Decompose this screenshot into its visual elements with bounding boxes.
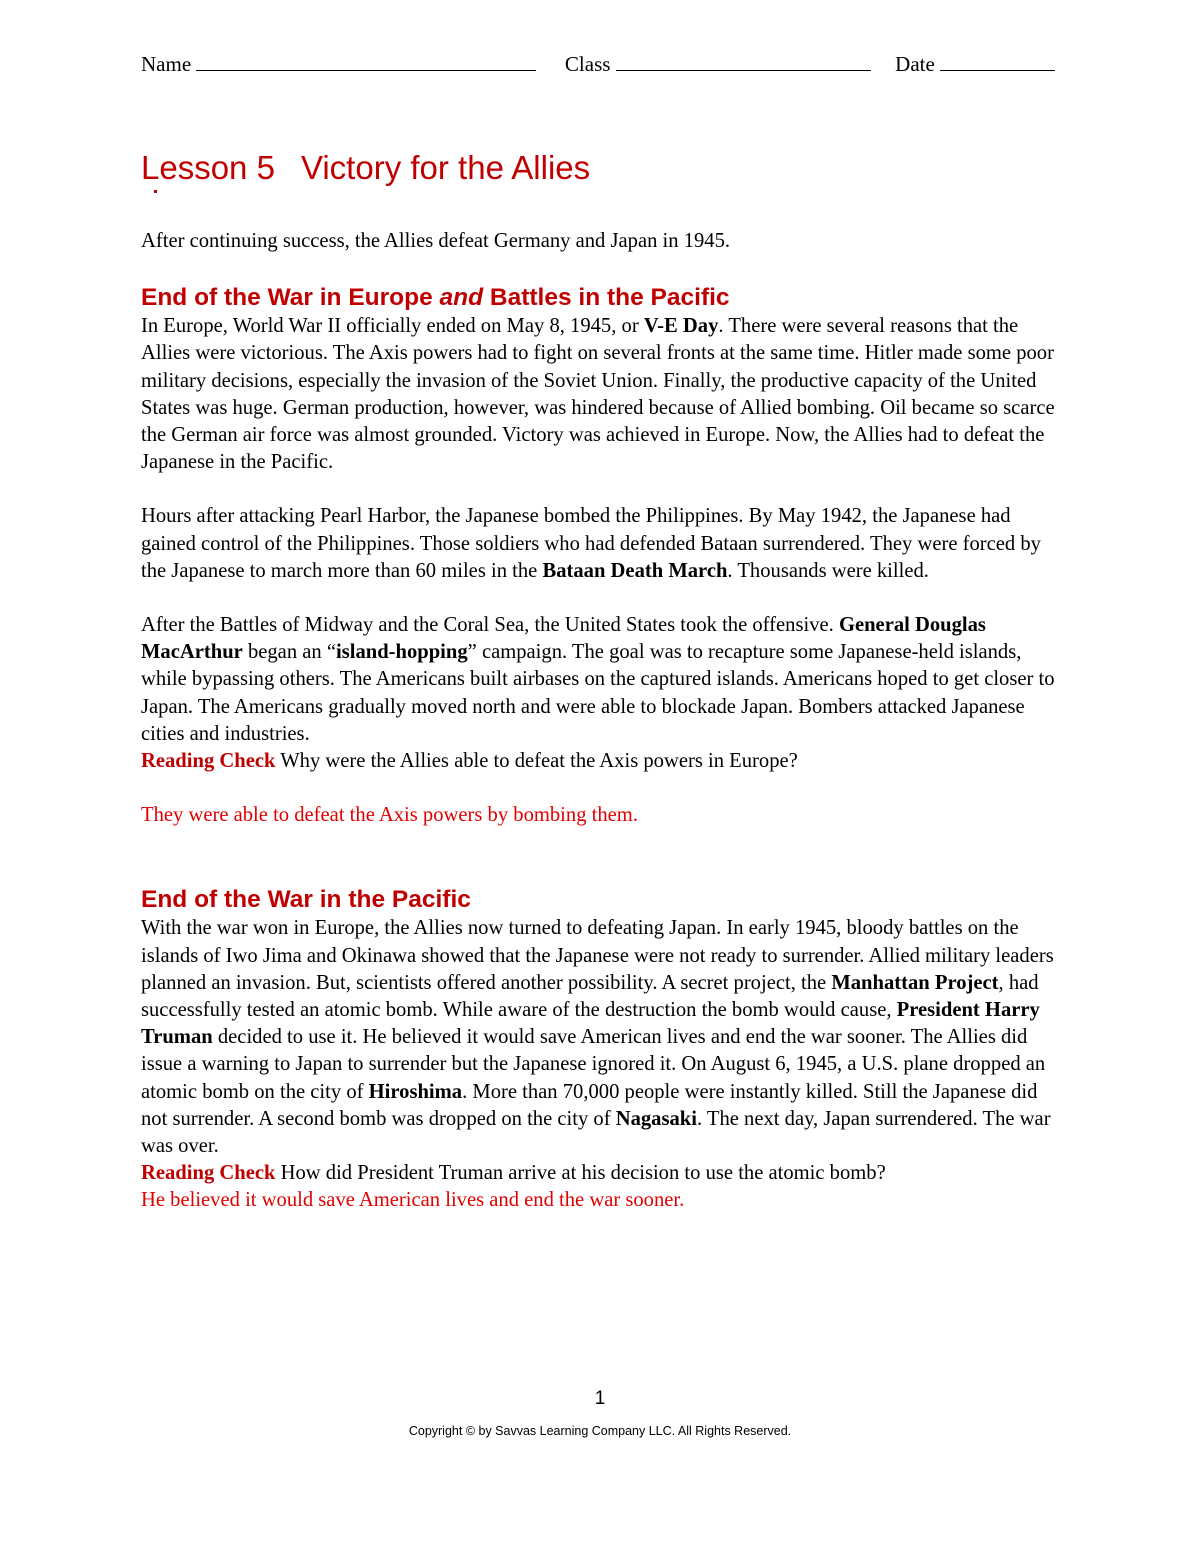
text-run: . More than 70,000 people were instantly killed. Still the Japanese did not surrender. A second bomb was dropped on the city of	[141, 1080, 1038, 1130]
reading-check-label: Reading Check	[141, 1162, 276, 1185]
page-number: 1	[594, 1388, 606, 1409]
section1-paragraph-2	[141, 503, 1066, 585]
term-manhattan-project: Manhattan Project	[831, 971, 999, 994]
lesson-title	[141, 146, 590, 190]
text-run: After the Battles of Midway and the Coral Sea, the United States took the offensive.	[141, 614, 839, 637]
term-hiroshima: Hiroshima	[368, 1080, 463, 1103]
reading-check-2	[141, 1160, 1066, 1187]
text-run: . The next day, Japan surrendered. The war was over.	[141, 1107, 1051, 1158]
header-fields	[141, 50, 1060, 78]
section1-paragraph-1	[141, 313, 1066, 476]
answer-1: They were able to defeat the Axis powers by bombing them.	[141, 804, 638, 827]
lesson-name: Victory for the Allies	[300, 149, 591, 186]
reading-check-question: Why were the Allies able to defeat the Axis powers in Europe?	[275, 750, 798, 773]
term-nagasaki: Nagasaki	[615, 1107, 697, 1130]
term-bataan-death-march: Bataan Death March	[542, 559, 728, 582]
section1-heading-part: End of the War in Europe	[141, 284, 440, 312]
text-run: With the war won in Europe, the Allies now turned to defeating Japan. In early 1945, bloody battles on the islands of Iwo Jima and Okinawa showed that the Japanese were not ready to surrender. Allied military leaders planned an invasion. But, scientists offered another possibility. A secret project, the	[141, 917, 1054, 994]
text-run: . There were several reasons that the Allies were victorious. The Axis powers had to fight on several fronts at the same time. Hitler made some poor military decisions, especially the invasion of the Soviet Union. Finally, the productive capacity of the United States was huge. German production, however, was hindered because of Allied bombing. Oil became so scarce the German air force was almost grounded. Victory was achieved in Europe. Now, the Allies had to defeat the Japanese in the Pacific.	[141, 315, 1055, 474]
intro-text: After continuing success, the Allies defeat Germany and Japan in 1945.	[141, 230, 731, 252]
term-truman: President Harry Truman	[141, 999, 1040, 1049]
text-run: decided to use it. He believed it would save American lives and end the war sooner. The Allies did issue a warning to Japan to surrender but the Japanese ignored it. On August 6, 1945, a U.S. plane dropped an atomic bomb on the city of	[141, 1026, 1046, 1103]
title-marker	[154, 190, 157, 193]
class-label: Class	[564, 52, 611, 76]
section1-heading	[141, 283, 1066, 313]
text-run: , had successfully tested an atomic bomb. While aware of the destruction the bomb would cause,	[141, 971, 1039, 1022]
reading-check-label: Reading Check	[141, 750, 276, 773]
date-label: Date	[895, 52, 935, 76]
section1-paragraph-3	[141, 612, 1066, 748]
text-run: Hours after attacking Pearl Harbor, the Japanese bombed the Philippines. By May 1942, the Japanese had gained control of the Philippines. Those soldiers who had defended Bataan surrendered. They were forced by the Japanese to march more than 60 miles in the	[141, 505, 1041, 582]
class-blank	[616, 50, 871, 71]
reading-check-question: How did President Truman arrive at his decision to use the atomic bomb?	[275, 1162, 886, 1185]
section1-heading-part: Battles in the Pacific	[483, 284, 730, 312]
name-blank	[196, 50, 536, 71]
lesson-number: Lesson 5	[141, 149, 275, 186]
section2-heading: End of the War in the Pacific	[141, 886, 471, 914]
copyright-notice: Copyright © by Savvas Learning Company LLC. All Rights Reserved.	[408, 1424, 792, 1438]
term-island-hopping: island-hopping	[336, 641, 468, 664]
text-run: . Thousands were killed.	[727, 559, 929, 582]
name-label: Name	[141, 52, 192, 76]
reading-check-1	[141, 748, 1066, 775]
text-run: In Europe, World War II officially ended on May 8, 1945, or	[141, 315, 644, 338]
text-run: ” campaign. The goal was to recapture some Japanese-held islands, while bypassing others. The Americans built airbases on the captured islands. Americans hoped to get closer to Japan. The Americans gradually moved north and were able to blockade Japan. Bombers attacked Japanese cities and industries.	[141, 641, 1055, 745]
answer-2: He believed it would save American lives and end the war sooner.	[141, 1189, 685, 1212]
section2-paragraph-1	[141, 915, 1066, 1160]
date-blank	[940, 50, 1055, 71]
text-run: began an “	[242, 641, 336, 664]
term-ve-day: V-E Day	[643, 315, 719, 338]
term-macarthur: General Douglas MacArthur	[141, 614, 986, 664]
lesson-content	[141, 228, 1066, 1215]
section1-heading-and: and	[439, 284, 484, 312]
